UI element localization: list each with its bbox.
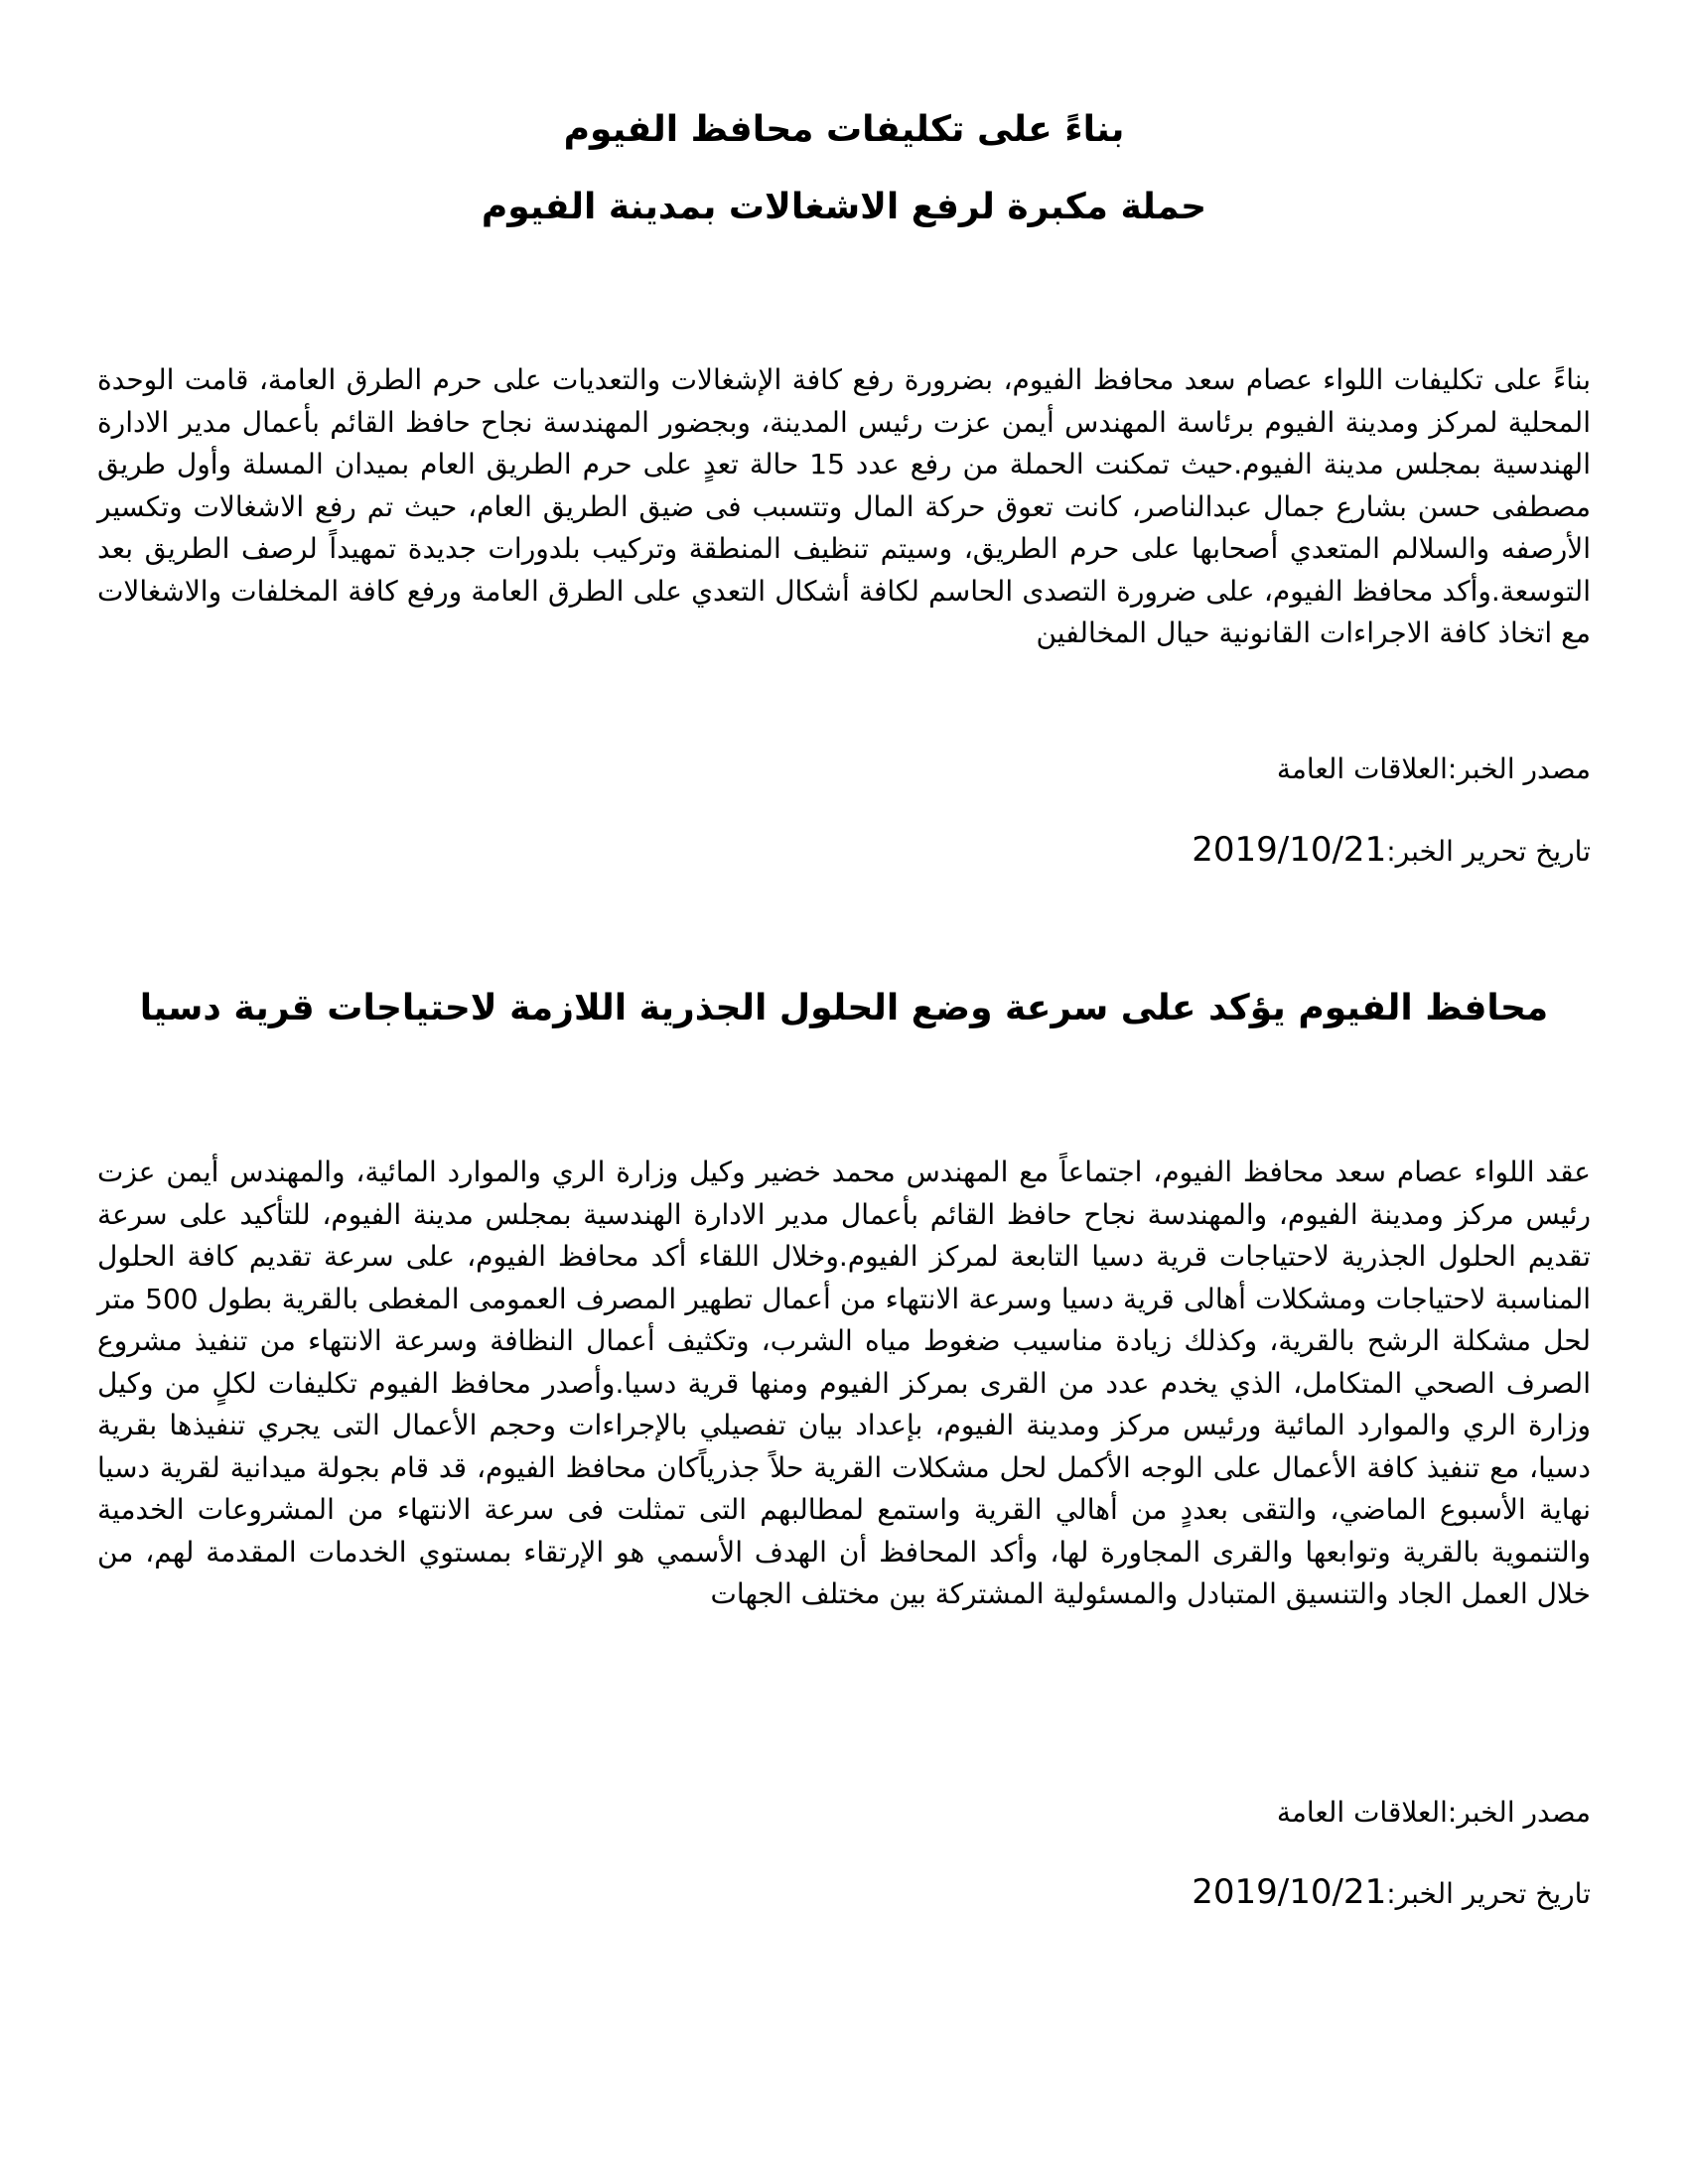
article-1-title: حملة مكبرة لرفع الاشغالات بمدينة الفيوم	[481, 187, 1207, 227]
source-value: العلاقات العامة	[1276, 1796, 1448, 1829]
source-value: العلاقات العامة	[1276, 752, 1448, 785]
article-1-date	[1192, 830, 1591, 872]
date-value: 2019/10/21	[1192, 830, 1387, 870]
date-value: 2019/10/21	[1192, 1872, 1387, 1912]
date-label: تاريخ تحرير الخبر:	[1386, 835, 1591, 868]
source-label: مصدر الخبر:	[1447, 752, 1591, 785]
article-2-title: محافظ الفيوم يؤكد على سرعة وضع الحلول الجذرية اللازمة لاحتياجات قرية دسيا	[139, 988, 1549, 1028]
article-1-body: بناءً على تكليفات اللواء عصام سعد محافظ الفيوم، بضرورة رفع كافة الإشغالات والتعديات على حرم الطرق العامة، قامت الوحدة المحلية لمركز ومدينة الفيوم برئاسة المهندس أيمن عزت رئيس المدينة، وبجضور المهندسة نجاح حافظ القائم بأعمال مدير الادارة الهندسية بمجلس مدينة الفيوم.حيث تمكنت الحملة من رفع عدد 15 حالة تعدٍ على حرم الطريق العام بميدان المسلة وأول طريق مصطفى حسن بشارع جمال عبدالناصر، كانت تعوق حركة المال وتتسبب فى ضيق الطريق العام، حيث تم رفع الاشغالات وتكسير الأرصفه والسلالم المتعدي أصحابها على حرم الطريق، وسيتم تنظيف المنطقة وتركيب بلدورات جديدة تمهيداً لرصف الطريق بعد التوسعة.وأكد محافظ الفيوم، على ضرورة التصدى الحاسم لكافة أشكال التعدي على الطرق العامة ورفع كافة المخلفات والاشغالات مع اتخاذ كافة الاجراءات القانونية حيال المخالفين	[97, 363, 1591, 649]
date-label: تاريخ تحرير الخبر:	[1386, 1877, 1591, 1910]
source-label: مصدر الخبر:	[1447, 1796, 1591, 1829]
article-1-kicker: بناءً على تكليفات محافظ الفيوم	[563, 109, 1125, 150]
article-2-body: عقد اللواء عصام سعد محافظ الفيوم، اجتماعاً مع المهندس محمد خضير وكيل وزارة الري والموارد المائية، والمهندس أيمن عزت رئيس مركز ومدينة الفيوم، والمهندسة نجاح حافظ القائم بأعمال مدير الادارة الهندسية بمجلس مدينة الفيوم، للتأكيد على سرعة تقديم الحلول الجذرية لاحتياجات قرية دسيا التابعة لمركز الفيوم.وخلال اللقاء أكد محافظ الفيوم، على سرعة تقديم كافة الحلول المناسبة لاحتياجات ومشكلات أهالى قرية دسيا وسرعة الانتهاء من أعمال تطهير المصرف العمومى المغطى بالقرية بطول 500 متر لحل مشكلة الرشح بالقرية، وكذلك زيادة مناسيب ضغوط مياه الشرب، وتكثيف أعمال النظافة وسرعة الانتهاء من تنفيذ مشروع الصرف الصحي المتكامل، الذي يخدم عدد من القرى بمركز الفيوم ومنها قرية دسيا.وأصدر محافظ الفيوم تكليفات لكلٍ من وكيل وزارة الري والموارد المائية ورئيس مركز ومدينة الفيوم، بإعداد بيان تفصيلي بالإجراءات وحجم الأعمال التى يجري تنفيذها بقرية دسيا، مع تنفيذ كافة الأعمال على الوجه الأكمل لحل مشكلات القرية حلاً جذرياًكان محافظ الفيوم، قد قام بجولة ميدانية لقرية دسيا نهاية الأسبوع الماضي، والتقى بعددٍ من أهالي القرية واستمع لمطالبهم التى تمثلت فى سرعة الانتهاء من المشروعات الخدمية والتنموية بالقرية وتوابعها والقرى المجاورة لها، وأكد المحافظ أن الهدف الأسمي هو الإرتقاء بمستوي الخدمات المقدمة لهم، من خلال العمل الجاد والتنسيق المتبادل والمسئولية المشتركة بين مختلف الجهات	[97, 1156, 1592, 1610]
article-1-source	[1277, 750, 1591, 789]
article-2-source	[1277, 1793, 1591, 1833]
article-2-date	[1192, 1872, 1591, 1914]
